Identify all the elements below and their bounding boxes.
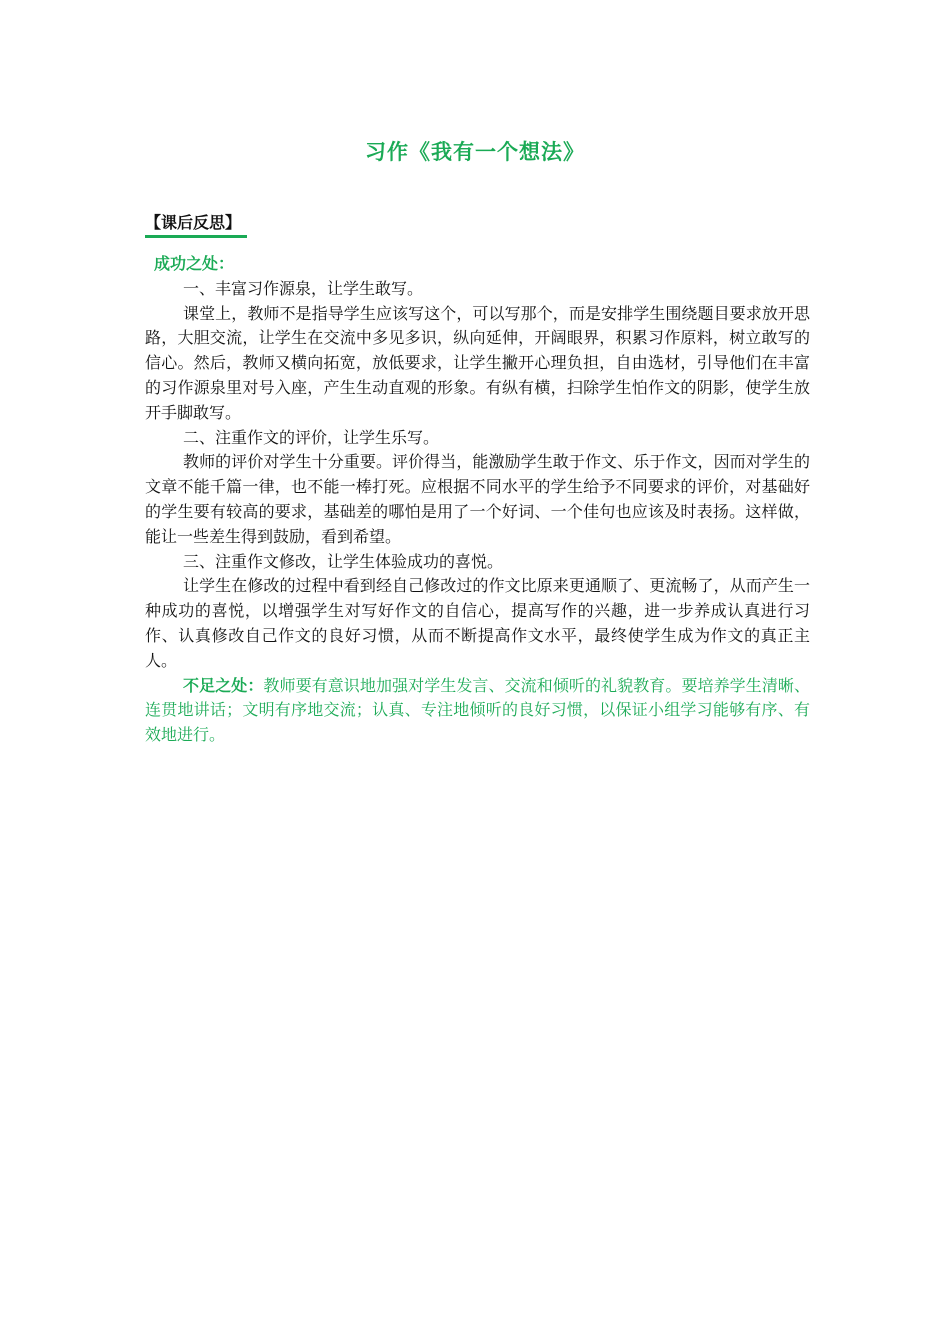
shortcoming-paragraph [145,674,810,748]
point1-heading: 一、丰富习作源泉，让学生敢写。 [183,278,424,298]
document-body [145,252,810,748]
shortcoming-label: 不足之处： [183,675,264,695]
point3-heading: 三、注重作文修改，让学生体验成功的喜悦。 [183,551,504,571]
point2-heading: 二、注重作文的评价，让学生乐写。 [183,427,440,447]
point3-paragraph: 让学生在修改的过程中看到经自己修改过的作文比原来更通顺了、更流畅了，从而产生一种成功的喜悦，以增强学生对写好作文的自信心，提高写作的兴趣，进一步养成认真进行习作、认真修改自己作文的良好习惯，从而不断提高作文水平，最终使学生成为作文的真正主人。 [145,576,810,670]
success-label-line [145,252,810,277]
point2-paragraph: 教师的评价对学生十分重要。评价得当，能激励学生敢于作文、乐于作文，因而对学生的文章不能千篇一律，也不能一棒打死。应根据不同水平的学生给予不同要求的评价，对基础好的学生要有较高的要求，基础差的哪怕是用了一个好词、一个佳句也应该及时表扬。这样做，能让一些差生得到鼓励，看到希望。 [145,452,810,546]
point1-paragraph: 课堂上，教师不是指导学生应该写这个，可以写那个，而是安排学生围绕题目要求放开思路，大胆交流，让学生在交流中多见多识，纵向延伸，开阔眼界，积累习作原料，树立敢写的信心。然后，教师又横向拓宽，放低要求，让学生撇开心理负担，自由选材，引导他们在丰富的习作源泉里对号入座，产生生动直观的形象。有纵有横，扫除学生怕作文的阴影，使学生放开手脚敢写。 [145,303,810,422]
success-label: 成功之处： [154,254,235,273]
section-heading: 【课后反思】 [145,212,247,238]
document-title: 习作《我有一个想法》 [365,140,585,164]
shortcoming-text: 教师要有意识地加强对学生发言、交流和倾听的礼貌教育。要培养学生清晰、连贯地讲话；文明有序地交流；认真、专注地倾听的良好习惯，以保证小组学习能够有序、有效地进行。 [145,675,810,745]
